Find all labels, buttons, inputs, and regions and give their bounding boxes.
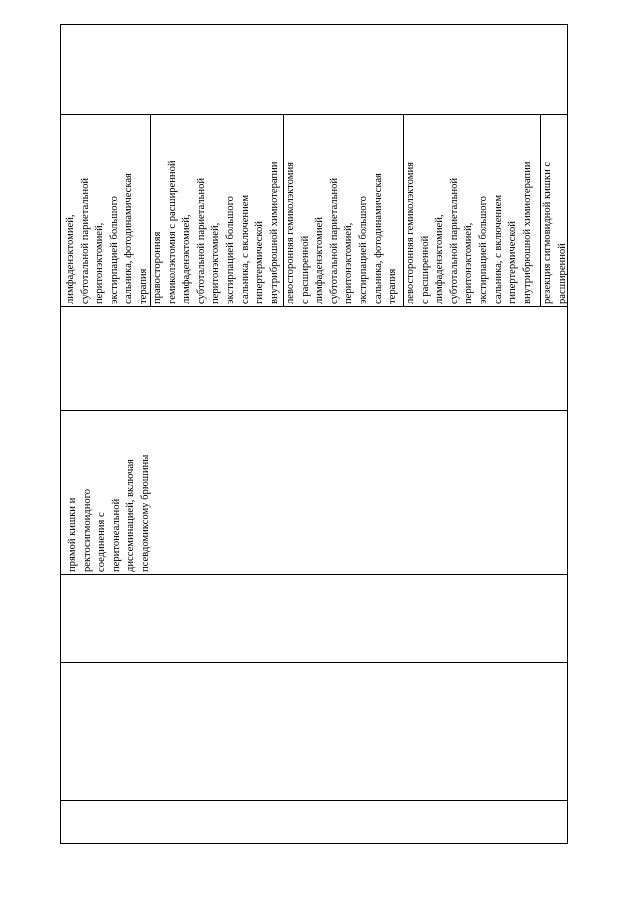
text-line: перитонэктомией, xyxy=(94,222,106,304)
text-line: левосторонняя гемиколэктомия xyxy=(285,161,296,304)
text-line: гипертермической xyxy=(507,221,519,304)
text-line: сальника, с включением xyxy=(239,194,251,304)
text-line: внутрибрюшной химиотерапии xyxy=(268,161,280,304)
text-line: перитонэктомией, xyxy=(210,222,222,304)
text-line: терапия xyxy=(387,268,399,304)
text-line: перитонеальной xyxy=(110,498,122,572)
treatment-cell-3 xyxy=(284,118,401,304)
text-line: сальника, фотодинамическая xyxy=(123,173,135,304)
text-line: перитонэктомией, xyxy=(343,222,355,304)
text-line: лимфаденэктомией xyxy=(314,217,326,304)
column-divider xyxy=(60,574,568,575)
text-line: левосторонняя гемиколэктомия xyxy=(405,161,416,304)
text-line: экстирпацией большого xyxy=(477,196,489,304)
column-divider xyxy=(60,662,568,663)
text-line: гипертермической xyxy=(254,221,266,304)
text-line: экстирпацией большого xyxy=(357,196,369,304)
text-line: сальника, фотодинамическая xyxy=(372,173,384,304)
text-line: резекция сигмовидной кишки с xyxy=(542,161,553,304)
column-divider xyxy=(60,114,568,115)
text-line: расширенной xyxy=(556,243,568,304)
text-line: с расширенной xyxy=(299,235,311,304)
text-line: субтотальной париетальной xyxy=(328,177,340,304)
text-line: субтотальной париетальной xyxy=(448,177,460,304)
text-line: лимфаденэктомией, xyxy=(181,214,193,304)
text-line: правосторонняя xyxy=(152,231,163,304)
text-line: перитонэктомией, xyxy=(463,222,475,304)
text-line: экстирпацией большого xyxy=(108,196,120,304)
text-line: ректосигмоидного xyxy=(81,488,93,572)
treatment-cell-2 xyxy=(151,118,282,304)
text-line: диссеминацией, включая xyxy=(125,459,137,572)
text-line: с расширенной xyxy=(419,235,431,304)
text-line: лимфаденэктомией, xyxy=(65,214,76,304)
text-line: внутрибрюшной химиотерапии xyxy=(521,161,533,304)
diagnosis-cell xyxy=(66,410,154,572)
text-line: экстирпацией большого xyxy=(224,196,236,304)
text-line: терапия xyxy=(137,268,149,304)
column-divider xyxy=(60,800,568,801)
treatment-cell-4 xyxy=(404,118,535,304)
text-line: лимфаденэктомией, xyxy=(434,214,446,304)
text-line: сальника, с включением xyxy=(492,194,504,304)
text-line: прямой кишки и xyxy=(67,497,78,572)
text-line: псевдомиксому брюшины xyxy=(139,454,151,572)
text-line: гемиколэктомия с расширенной xyxy=(166,160,178,304)
text-line: субтотальной париетальной xyxy=(195,177,207,304)
text-line: субтотальной париетальной xyxy=(79,177,91,304)
text-line: соединения с xyxy=(96,512,108,572)
treatment-cell-5 xyxy=(541,118,570,304)
treatment-cell-1 xyxy=(64,118,152,304)
column-divider xyxy=(60,306,568,307)
